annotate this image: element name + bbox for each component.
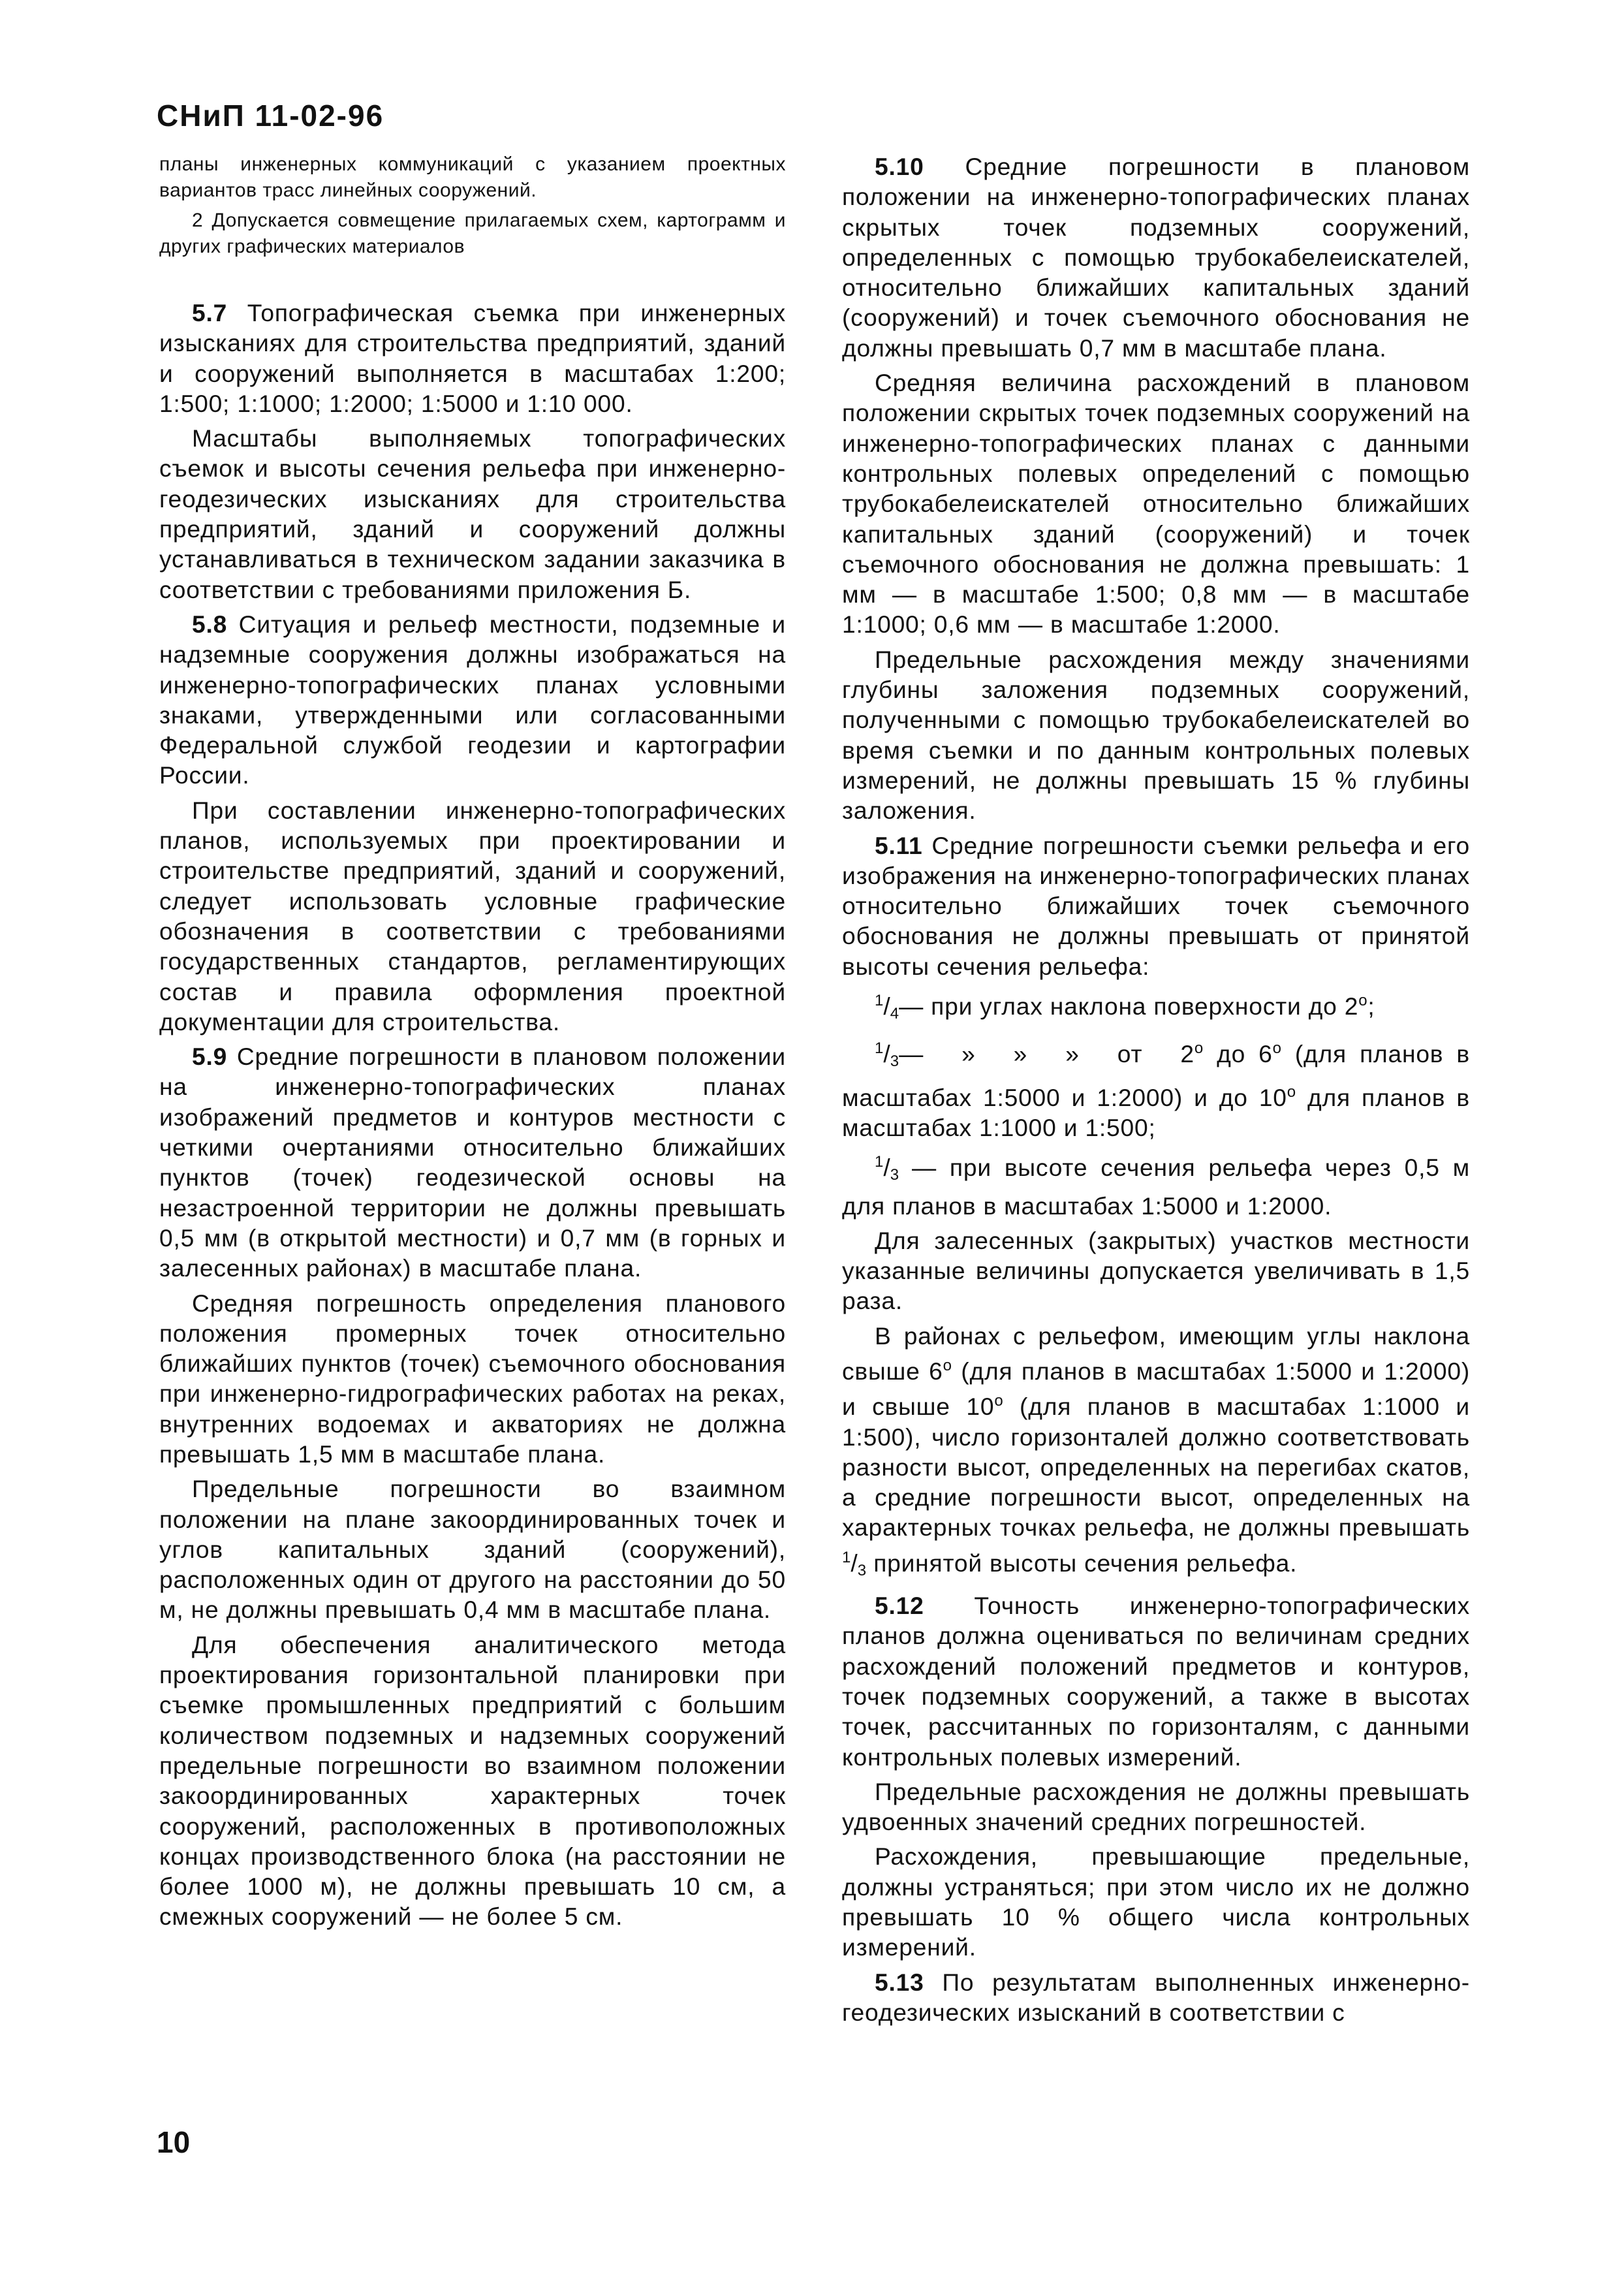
fraction-denominator: 3 (890, 1052, 899, 1071)
section-5-13 (842, 1967, 1470, 2028)
section-5-10-p2: Средняя величина расхождений в плановом положении скрытых точек подземных сооружений на инженерно-топографических планах с данными контрольных полевых определений с помощью трубокабелеискателей относительно ближайших капитальных зданий (сооружений) и точек съемочного обоснования не должна превышать: 1 мм — в масштабе 1:500; 0,8 мм — в масштабе 1:1000; 0,6 мм — в масштабе 1:2000. (842, 369, 1470, 639)
fraction-numerator: 1 (875, 1039, 884, 1058)
fraction-line-text: — » » » от 2 (899, 1040, 1195, 1068)
section-number: 5.12 (875, 1592, 924, 1620)
fraction-line-text: — при углах наклона поверхности до 2 (899, 992, 1359, 1020)
section-5-8 (159, 609, 786, 791)
section-number: 5.8 (192, 610, 228, 638)
section-5-9 (159, 1041, 786, 1283)
fraction-one-third: $^1/_3$ (875, 1153, 899, 1184)
fraction-line-text: до 6 (1204, 1040, 1273, 1068)
fraction-line-end: ; (1367, 992, 1375, 1020)
section-text: Топографическая съемка при инженерных изысканиях для строительства предприятий, зданий и сооружений выполняется в масштабах 1:200; 1:500; 1:1000; 1:2000; 1:5000 и 1:10 000. (159, 299, 786, 417)
fraction-denominator: 3 (857, 1561, 867, 1579)
degree-sign: o (1287, 1083, 1296, 1101)
section-text: Средние погрешности в плановом положении на инженерно-топографических планах скрытых точек подземных сооружений, определенных с помощью трубокабелеискателей, относительно ближайших капитальных зданий (сооружений) и точек съемочного обоснования не должны превышать 0,7 мм в масштабе плана. (842, 153, 1470, 362)
section-number: 5.7 (192, 299, 228, 326)
fraction-denominator: 4 (890, 1005, 899, 1023)
section-5-9-p4: Для обеспечения аналитического метода проектирования горизонтальной планировки при съемке промышленных предприятий с большим количеством подземных и надземных сооружений предельные погрешности во взаимном положении закоординированных характерных точек сооружений, расположенных в противоположных концах производственного блока (на расстоянии не более 1000 м), не должны превышать 10 см, а смежных сооружений — не более 5 см. (159, 1630, 786, 1931)
paragraph-text: (для планов в масштабах 1:1000 и 1:500), число горизонталей должно соответствовать разности высот, определенных на перегибах скатов, а средние погрешности высот, определенных на характерных точках рельефа, не должны превышать (842, 1393, 1470, 1542)
section-5-7 (159, 298, 786, 419)
fraction-numerator: 1 (842, 1548, 851, 1566)
paragraph-text: В районах с рельефом, имеющим углы наклона свыше 6 (842, 1321, 1470, 1385)
note-2: 2 Допускается совмещение прилагаемых схем, картограмм и других графических материалов (159, 210, 786, 257)
degree-sign: o (1272, 1039, 1282, 1058)
section-text: Средние погрешности съемки рельефа и его изображения на инженерно-топографических планах относительно ближайших точек съемочного обоснования не должны превышать от принятой высоты сечения рельефа: (842, 831, 1470, 980)
fraction-denominator: 3 (890, 1166, 899, 1184)
section-5-10-p3: Предельные расхождения между значениями глубины заложения подземных сооружений, полученными с помощью трубокабелеискателей во время съемки и по данным контрольных полевых измерений, не должны превышать 15 % глубины заложения. (842, 645, 1470, 825)
paragraph-text: принятой высоты сечения рельефа. (866, 1549, 1298, 1577)
section-5-11-p2: Для залесенных (закрытых) участков местности указанные величины допускается увеличивать в 1,5 раза. (842, 1226, 1470, 1315)
fraction-line-end: для планов в масштабах 1:1000 и 1:500; (842, 1083, 1470, 1141)
section-number: 5.10 (875, 153, 924, 180)
section-5-12-p3: Расхождения, превышающие предельные, должны устраняться; при этом число их не должно превышать 10 % общего числа контрольных измерений. (842, 1842, 1470, 1961)
section-5-8-p2: При составлении инженерно-топографических планов, используемых при проектировании и строительстве предприятий, зданий и сооружений, следует использовать условные графические обозначения в соответствии с требованиями государственных стандартов, регламентирующих состав и правила оформления проектной документации для строительства. (159, 796, 786, 1036)
degree-sign: o (1358, 992, 1368, 1010)
section-number: 5.11 (875, 831, 923, 859)
note-continuation: планы инженерных коммуникаций с указанием проектных вариантов трасс линейных сооружений. (159, 153, 786, 201)
section-5-7-p2: Масштабы выполняемых топографических съемок и высоты сечения рельефа при инженерно-геодезических изысканиях для строительства предприятий, зданий и сооружений должны устанавливаться в техническом задании заказчика в соответствии с требованиями приложения Б. (159, 424, 786, 603)
fraction-numerator: 1 (875, 1153, 884, 1171)
fraction-one-third: $^1/_3$ (875, 1039, 899, 1071)
degree-sign: o (943, 1356, 952, 1374)
section-5-11 (842, 830, 1470, 981)
fraction-one-quarter: $^1/_4$ (875, 992, 899, 1023)
document-header: СНиП 11-02-96 (157, 99, 384, 133)
section-text: По результатам выполненных инженерно-геодезических изысканий в соответствии с (842, 1968, 1470, 2026)
section-text: Ситуация и рельеф местности, подземные и надземные сооружения должны изображаться на инженерно-топографических планах условными знаками, утвержденными или согласованными Федеральной службой геодезии и картографии России. (159, 610, 786, 789)
section-5-11-p3 (842, 1321, 1470, 1586)
degree-sign: o (994, 1392, 1004, 1410)
fraction-line-2 (842, 1034, 1470, 1143)
fraction-line-text: (для планов в масштабах 1:5000 и 1:2000) и до 10 (842, 1040, 1470, 1111)
section-text: Точность инженерно-топографических планов должна оцениваться по величинам средних расхождений положений предметов и контуров, точек подземных сооружений, а также в высотах точек, рассчитанных по горизонталям, с данными контрольных полевых измерений. (842, 1592, 1470, 1771)
section-number: 5.13 (875, 1968, 924, 1996)
section-text: Средние погрешности в плановом положении на инженерно-топографических планах изображений предметов и контуров местности с четкими очертаниями относительно ближайших пунктов (точек) геодезической основы на незастроенной территории не должны превышать 0,5 мм (в открытой местности) и 0,7 мм (в горных и залесенных районах) в масштабе плана. (159, 1043, 786, 1282)
fraction-line-text: — при высоте сечения рельефа через 0,5 м для планов в масштабах 1:5000 и 1:2000. (842, 1154, 1470, 1220)
right-column (842, 151, 1470, 2032)
section-5-12 (842, 1590, 1470, 1772)
section-5-9-p3: Предельные погрешности во взаимном положении на плане закоординированных точек и углов капитальных зданий (сооружений), расположенных один от другого на расстоянии до 50 м, не должны превышать 0,4 мм в масштабе плана. (159, 1475, 786, 1624)
fraction-line-3 (842, 1147, 1470, 1221)
fraction-one-third: $^1/_3$ (842, 1548, 867, 1579)
section-number: 5.9 (192, 1043, 228, 1071)
degree-sign: o (1194, 1039, 1204, 1058)
page-number: 10 (157, 2125, 191, 2159)
paragraph-text: (для планов в масштабах 1:5000 и 1:2000) и свыше 10 (842, 1357, 1470, 1421)
section-5-9-p2: Средняя погрешность определения планового положения промерных точек относительно ближайших пунктов (точек) съемочного обоснования при инженерно-гидрографических работах на реках, внутренних водоемах и акваториях не должна превышать 1,5 мм в масштабе плана. (159, 1289, 786, 1468)
section-5-12-p2: Предельные расхождения не должны превышать удвоенных значений средних погрешностей. (842, 1777, 1470, 1836)
fraction-line-1 (842, 986, 1470, 1029)
section-5-10 (842, 151, 1470, 363)
left-column (159, 151, 786, 1937)
fraction-numerator: 1 (875, 992, 884, 1010)
